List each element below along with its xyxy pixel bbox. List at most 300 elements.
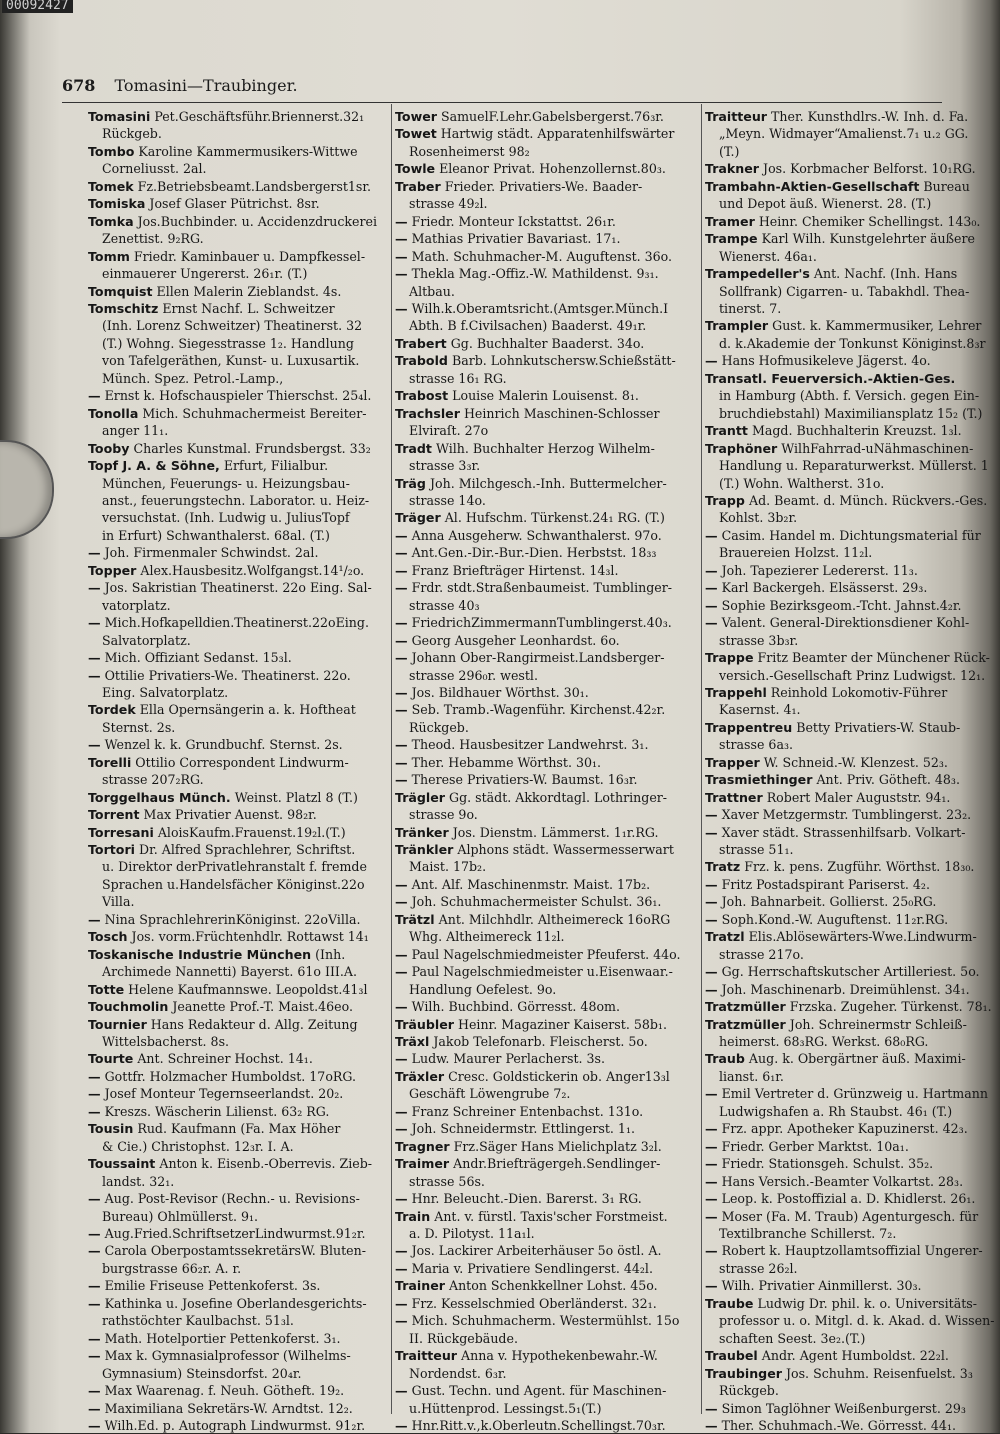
entry-text: Math. Schuhmacher-M. Auguftenst. 36o. <box>411 248 673 264</box>
entry-text: Gust. k. Kammermusiker, Lehrer <box>772 318 982 334</box>
entry-text: Ant. Priv. Götheft. 48₃. <box>816 772 960 788</box>
directory-entry <box>705 562 993 579</box>
directory-entry <box>705 632 993 649</box>
entry-name: Traubinger <box>705 1365 782 1381</box>
directory-entry <box>705 911 993 928</box>
directory-entry <box>88 509 388 526</box>
entry-text: strasse 51₁. <box>719 842 794 858</box>
entry-name: — <box>88 1103 101 1119</box>
entry-name: — <box>395 1383 408 1399</box>
entry-text: Ther. Hebamme Wörthst. 30₁. <box>411 754 602 770</box>
directory-entry <box>88 440 388 457</box>
directory-entry <box>705 946 993 963</box>
entry-text: Wenzel k. k. Grundbuchf. Sternst. 2s. <box>104 737 343 753</box>
entry-text: Ottilio Correspondent Lindwurm- <box>135 754 349 770</box>
entry-text: strasse 6a₃. <box>719 737 794 753</box>
directory-entry <box>705 492 993 509</box>
entry-text: Salvatorplatz. <box>102 632 191 648</box>
entry-name: — <box>395 964 408 980</box>
entry-name: — <box>395 754 408 770</box>
entry-text: Kathinka u. Josefine Oberlandesgerichts- <box>104 1295 367 1311</box>
directory-entry <box>705 387 993 404</box>
entry-name: Tomm <box>88 248 130 264</box>
directory-entry <box>705 544 993 561</box>
entry-text: Dr. Alfred Sprachlehrer, Schriftst. <box>139 842 356 858</box>
directory-entry <box>705 928 993 945</box>
entry-text: Ottilie Privatiers-We. Theatinerst. 22o. <box>104 667 351 683</box>
directory-entry <box>88 387 388 404</box>
entry-text: strasse 9o. <box>409 807 478 823</box>
directory-entry <box>395 1085 700 1102</box>
directory-entry <box>88 300 388 317</box>
entry-text: Ant.Gen.-Dir.-Bur.-Dien. Herbstst. 18₃₃ <box>411 545 657 561</box>
directory-entry <box>705 579 993 596</box>
directory-entry <box>705 1120 993 1137</box>
directory-entry <box>705 684 993 701</box>
entry-name: Traitteur <box>395 1348 457 1364</box>
directory-entry <box>395 858 700 875</box>
directory-entry <box>705 1068 993 1085</box>
entry-name: Tomasini <box>88 109 151 124</box>
entry-text: Jos. vorm.Früchtenhdlr. Rottawst 14₁ <box>131 929 369 945</box>
directory-entry <box>88 841 388 858</box>
directory-entry <box>395 1417 700 1434</box>
entry-name: — <box>88 650 101 666</box>
entry-name: Traubel <box>705 1348 758 1364</box>
directory-entry <box>395 1242 700 1259</box>
entry-name: — <box>705 597 718 613</box>
directory-entry <box>88 195 388 212</box>
directory-entry <box>88 963 388 980</box>
column-divider <box>701 104 702 1414</box>
entry-name: — <box>395 213 408 229</box>
entry-name: Trabert <box>395 335 447 351</box>
directory-entry <box>88 125 388 142</box>
directory-entry <box>705 824 993 841</box>
entry-text: Josef Glaser Pütrichst. 8sr. <box>149 196 320 212</box>
entry-name: Tragner <box>395 1138 450 1154</box>
entry-name: Trantt <box>705 423 748 439</box>
directory-entry <box>88 1260 388 1277</box>
entry-text: strasse 217o. <box>719 946 804 962</box>
entry-text: Soph.Kond.-W. Auguftenst. 11₂r.RG. <box>721 911 949 927</box>
directory-entry <box>395 1103 700 1120</box>
entry-text: Jos.Buchbinder. u. Accidenzdruckerei <box>137 213 378 229</box>
entry-text: Joh. Maschinenarb. Dreimühlenst. 34₁. <box>721 981 970 997</box>
entry-name: — <box>395 772 408 788</box>
directory-entry <box>705 335 993 352</box>
entry-text: Alphons städt. Wassermesserwart <box>457 842 674 858</box>
directory-entry <box>395 981 700 998</box>
entry-text: Anna Ausgeherw. Schwanthalerst. 97o. <box>411 527 662 543</box>
entry-text: Whg. Altheimereck 11₂l. <box>409 929 565 945</box>
entry-text: Mathias Privatier Bavariast. 17₁. <box>411 231 621 247</box>
directory-entry <box>395 213 700 230</box>
entry-text: Eleanor Privat. Hohenzollernst.80₃. <box>439 161 666 177</box>
directory-entry <box>705 1242 993 1259</box>
directory-entry <box>395 195 700 212</box>
entry-text: Xaver städt. Strassenhilfsarb. Volkart- <box>721 824 966 840</box>
entry-text: Sollfrank) Cigarren- u. Tabakhdl. Thea- <box>719 283 970 299</box>
entry-text: Erfurt, Filialbur. <box>223 458 329 474</box>
entry-text: Cresc. Goldstickerin ob. Anger13₃l <box>448 1068 670 1084</box>
entry-text: Maria v. Privatiere Sendlingerst. 44₂l. <box>411 1260 653 1276</box>
entry-text: Frz. Kesselschmied Oberländerst. 32₁. <box>411 1295 657 1311</box>
directory-entry <box>88 1242 388 1259</box>
entry-text: Wienerst. 46a₁. <box>719 248 817 264</box>
entry-name: Tomek <box>88 178 134 194</box>
entry-text: Frz. k. pens. Zugführ. Wörthst. 18₃₀. <box>744 859 975 875</box>
entry-name: — <box>705 1400 718 1416</box>
directory-entry <box>88 1033 388 1050</box>
directory-entry <box>705 509 993 526</box>
entry-name: Torresani <box>88 824 154 840</box>
entry-text: burgstrasse 66₂r. A. r. <box>102 1260 242 1276</box>
directory-entry <box>395 335 700 352</box>
scan-id-label: 00092427 <box>2 0 73 13</box>
entry-name: Trätzl <box>395 911 435 927</box>
directory-entry <box>88 1050 388 1067</box>
entry-name: — <box>705 1417 718 1433</box>
entry-name: Tratzmüller <box>705 999 786 1015</box>
directory-entry <box>395 719 700 736</box>
entry-text: Jos. Dienstm. Lämmerst. 1₁r.RG. <box>452 824 659 840</box>
entry-text: Wittelsbacherst. 8s. <box>102 1034 230 1050</box>
entry-name: — <box>395 1051 408 1067</box>
entry-name: — <box>705 1191 718 1207</box>
directory-entry <box>705 1260 993 1277</box>
entry-text: strasse 16₁ RG. <box>409 370 507 386</box>
entry-name: Tränkler <box>395 842 454 858</box>
entry-text: Karl Backergeh. Elsässerst. 29₃. <box>721 580 928 596</box>
entry-text: Kreszs. Wäscherin Lilienst. 63₂ RG. <box>104 1103 330 1119</box>
entry-text: Simon Taglöhner Weißenburgerst. 29₃ <box>721 1400 966 1416</box>
entry-name: Traphöner <box>705 440 778 456</box>
directory-entry <box>705 841 993 858</box>
entry-name: Trambahn-Aktien-Gesellschaft <box>705 178 920 194</box>
directory-entry <box>395 492 700 509</box>
entry-name: — <box>88 388 101 404</box>
entry-text: Aug. Post-Revisor (Rechn.- u. Revisions- <box>104 1191 360 1207</box>
directory-entry <box>395 160 700 177</box>
entry-name: — <box>705 807 718 823</box>
directory-entry <box>395 422 700 439</box>
directory-entry <box>88 1382 388 1399</box>
entry-name: Tränker <box>395 824 449 840</box>
entry-text: Münch. Spez. Petrol.-Lamp., <box>102 370 284 386</box>
entry-text: Maist. 17b₂. <box>409 859 487 875</box>
entry-text: und Depot äuß. Wienerst. 28. (T.) <box>719 196 932 212</box>
directory-entry <box>88 370 388 387</box>
directory-entry <box>395 1365 700 1382</box>
entry-text: lianst. 6₁r. <box>719 1068 784 1084</box>
entry-text: Wilh. Buchbind. Görresst. 48om. <box>411 999 620 1015</box>
entry-name: — <box>395 562 408 578</box>
entry-name: — <box>88 1348 101 1364</box>
directory-entry <box>88 1068 388 1085</box>
entry-text: Sophie Bezirksgeom.-Tcht. Jahnst.4₂r. <box>721 597 962 613</box>
directory-entry <box>705 1382 993 1399</box>
entry-name: — <box>705 1138 718 1154</box>
directory-entry <box>705 265 993 282</box>
entry-text: FriedrichZimmermannTumblingerst.40₃. <box>411 615 672 631</box>
entry-text: u.Hüttenprod. Lessingst.5₁(T.) <box>409 1400 602 1416</box>
entry-text: Frz.Säger Hans Mielichplatz 3₂l. <box>453 1138 662 1154</box>
entry-text: Altbau. <box>409 283 455 299</box>
directory-entry <box>705 1417 993 1434</box>
entry-text: Therese Privatiers-W. Baumst. 16₃r. <box>411 772 638 788</box>
directory-entry <box>395 457 700 474</box>
entry-text: Franz Schreiner Entenbachst. 131o. <box>411 1103 644 1119</box>
entry-text: Gymnasium) Steinsdorfst. 20₄r. <box>102 1365 302 1381</box>
page-title: Tomasini—Traubinger. <box>114 76 298 95</box>
directory-entry <box>395 893 700 910</box>
entry-name: Trappe <box>705 650 754 666</box>
directory-entry <box>395 1312 700 1329</box>
entry-name: — <box>88 667 101 683</box>
entry-name: — <box>705 964 718 980</box>
entry-text: Sprachen u.Handelsfächer Königinst.22o <box>102 876 365 892</box>
directory-entry <box>88 946 388 963</box>
entry-text: tinerst. 7. <box>719 300 782 316</box>
entry-text: in Erfurt) Schwanthalerst. 68al. (T.) <box>102 527 330 543</box>
entry-text: Emil Vertreter d. Grünzweig u. Hartmann <box>721 1086 988 1102</box>
entry-text: Jos. Schuhm. Reisenfuelst. 3₃ <box>785 1365 973 1381</box>
directory-entry <box>705 1208 993 1225</box>
directory-entry <box>395 649 700 666</box>
entry-text: Thekla Mag.-Offiz.-W. Mathildenst. 9₃₁. <box>411 266 659 282</box>
entry-name: — <box>395 1313 408 1329</box>
entry-text: Hartwig städt. Apparatenhilfswärter <box>440 126 675 142</box>
entry-text: Ella Opernsängerin a. k. Hoftheat <box>139 702 356 718</box>
entry-text: Brauereien Holzst. 11₂l. <box>719 545 873 561</box>
entry-name: — <box>705 1173 718 1189</box>
entry-name: Transatl. Feuerversich.-Aktien-Ges. <box>705 370 956 386</box>
entry-text: II. Rückgebäude. <box>409 1330 518 1346</box>
directory-entry <box>705 614 993 631</box>
entry-name: Tramer <box>705 213 755 229</box>
directory-entry <box>705 457 993 474</box>
entry-text: Ther. Schuhmach.-We. Görresst. 44₁. <box>721 1417 956 1433</box>
directory-entry <box>395 1033 700 1050</box>
directory-entry <box>705 125 993 142</box>
entry-text: Hnr.Ritt.v.,k.Oberleutn.Schellingst.70₃r. <box>411 1417 666 1433</box>
entry-name: Tournier <box>88 1016 147 1032</box>
entry-text: Joh. Firmenmaler Schwindst. 2al. <box>104 545 319 561</box>
entry-name: Trapp <box>705 492 745 508</box>
entry-name: — <box>395 632 408 648</box>
directory-entry <box>395 352 700 369</box>
entry-text: Pet.Geschäftsführ.Briennerst.32₁ <box>154 109 365 124</box>
entry-name: — <box>395 650 408 666</box>
page-number: 678 <box>62 76 96 95</box>
directory-entry <box>705 1033 993 1050</box>
entry-name: Trapper <box>705 754 760 770</box>
entry-text: strasse 207₂RG. <box>102 772 204 788</box>
directory-entry <box>88 1155 388 1172</box>
entry-text: Friedr. Stationsgeh. Schulst. 35₂. <box>721 1156 934 1172</box>
entry-text: Textilbranche Schillerst. 7₂. <box>719 1226 897 1241</box>
entry-name: Tooby <box>88 440 130 456</box>
entry-name: — <box>395 615 408 631</box>
entry-text: Nina SprachlehrerinKöniginst. 22oVilla. <box>104 911 361 927</box>
directory-entry <box>395 1050 700 1067</box>
entry-text: Fz.Betriebsbeamt.Landsbergerst1sr. <box>137 178 372 194</box>
entry-text: u. Direktor derPrivatlehranstalt f. fremde <box>102 859 367 875</box>
entry-name: — <box>705 1278 718 1294</box>
entry-text: Ludwig Dr. phil. k. o. Universitäts- <box>757 1295 978 1311</box>
entry-text: (Inh. Lorenz Schweitzer) Theatinerst. 32 <box>102 318 363 334</box>
entry-name: — <box>88 1278 101 1294</box>
directory-entry <box>395 824 700 841</box>
column-1 <box>88 108 388 1433</box>
directory-entry <box>705 352 993 369</box>
column-3 <box>705 108 995 1433</box>
directory-entry <box>705 1312 993 1329</box>
entry-name: — <box>395 1103 408 1119</box>
entry-text: strasse 26₂l. <box>719 1260 798 1276</box>
entry-name: Trägler <box>395 789 445 805</box>
directory-entry <box>88 1016 388 1033</box>
entry-text: Jeanette Prof.-T. Maist.46eo. <box>172 999 353 1015</box>
directory-entry <box>705 876 993 893</box>
directory-entry <box>395 527 700 544</box>
directory-entry <box>705 1190 993 1207</box>
column-2 <box>395 108 700 1433</box>
directory-entry <box>395 1330 700 1347</box>
directory-entry <box>88 911 388 928</box>
entry-name: — <box>705 1208 718 1224</box>
entry-name: Träxl <box>395 1034 430 1050</box>
directory-entry <box>88 562 388 579</box>
entry-text: Elviraſt. 27o <box>409 423 489 439</box>
entry-name: Tradt <box>395 440 432 456</box>
entry-name: Tonolla <box>88 405 139 421</box>
directory-entry <box>705 178 993 195</box>
directory-entry <box>395 300 700 317</box>
entry-name: — <box>88 1226 101 1241</box>
entry-text: Fritz Beamter der Münchener Rück- <box>757 650 990 666</box>
entry-text: Robert Maler Auguststr. 94₁. <box>766 789 951 805</box>
entry-name: Trakner <box>705 161 760 177</box>
entry-text: strasse 14o. <box>409 492 486 508</box>
entry-name: — <box>88 911 101 927</box>
entry-text: & Cie.) Christophst. 12₃r. I. A. <box>102 1138 294 1154</box>
directory-entry <box>88 1295 388 1312</box>
entry-name: — <box>705 615 718 631</box>
directory-entry <box>395 928 700 945</box>
directory-entry <box>88 283 388 300</box>
entry-name: Träg <box>395 475 426 491</box>
directory-entry <box>395 1173 700 1190</box>
entry-text: Johann Ober-Rangirmeist.Landsberger- <box>411 650 665 666</box>
header-rule <box>62 102 942 103</box>
directory-entry <box>395 1382 700 1399</box>
directory-entry <box>88 178 388 195</box>
directory-entry <box>395 806 700 823</box>
entry-text: strasse 3b₃r. <box>719 632 799 648</box>
directory-entry <box>88 492 388 509</box>
entry-name: Träxler <box>395 1068 445 1084</box>
entry-text: Abth. B f.Civilsachen) Baaderst. 49₁r. <box>409 318 647 334</box>
entry-text: Franz Briefträger Hirtenst. 14₃l. <box>411 562 619 578</box>
directory-entry <box>395 1190 700 1207</box>
directory-entry <box>705 195 993 212</box>
directory-entry <box>395 754 700 771</box>
entry-name: Trampe <box>705 231 758 247</box>
directory-entry <box>395 178 700 195</box>
directory-entry <box>705 1085 993 1102</box>
entry-text: Ant. Schreiner Hochst. 14₁. <box>137 1051 313 1067</box>
entry-text: Ant. Nachf. (Inh. Hans <box>813 266 958 282</box>
entry-text: Ther. Kunsthdlrs.-W. Inh. d. Fa. <box>771 109 969 124</box>
directory-entry <box>88 405 388 422</box>
directory-entry <box>395 387 700 404</box>
entry-text: strasse 49₂l. <box>409 196 488 212</box>
entry-text: Jos. Sakristian Theatinerst. 22o Eing. Sal- <box>104 580 372 596</box>
entry-text: Aug.Fried.SchriftsetzerLindwurmst.91₂r. <box>104 1226 366 1241</box>
entry-text: Karl Wilh. Kunstgelehrter äußere <box>761 231 975 247</box>
entry-text: rathstöchter Kaulbachst. 51₃l. <box>102 1313 294 1329</box>
directory-entry <box>705 527 993 544</box>
entry-text: Heinrich Maschinen-Schlosser <box>463 405 660 421</box>
directory-entry <box>395 667 700 684</box>
entry-text: Leop. k. Postoffizial a. D. Khidlerst. 26₁. <box>721 1191 976 1207</box>
entry-name: — <box>705 1086 718 1102</box>
entry-name: — <box>705 353 718 369</box>
entry-text: Ludw. Maurer Perlacherst. 3s. <box>411 1051 606 1067</box>
directory-entry <box>395 1138 700 1155</box>
directory-entry <box>705 1155 993 1172</box>
entry-name: Tomka <box>88 213 134 229</box>
entry-name: Towet <box>395 126 437 142</box>
directory-entry <box>705 1016 993 1033</box>
directory-entry <box>705 789 993 806</box>
entry-text: Xaver Metzgermstr. Tumblingerst. 23₂. <box>721 807 972 823</box>
directory-entry <box>705 283 993 300</box>
entry-name: Train <box>395 1208 431 1224</box>
directory-entry <box>395 440 700 457</box>
entry-name: Tourte <box>88 1051 134 1067</box>
entry-text: Jos. Korbmacher Belforst. 10₁RG. <box>763 161 976 177</box>
entry-name: — <box>88 1068 101 1084</box>
entry-name: Traitteur <box>705 109 767 124</box>
directory-entry <box>395 562 700 579</box>
directory-entry <box>88 649 388 666</box>
directory-entry <box>705 806 993 823</box>
directory-entry <box>705 475 993 492</box>
directory-entry <box>88 1365 388 1382</box>
directory-entry <box>395 614 700 631</box>
entry-text: Max Privatier Auenst. 98₂r. <box>143 807 317 823</box>
entry-text: Max k. Gymnasialprofessor (Wilhelms- <box>104 1348 351 1364</box>
directory-entry <box>88 1085 388 1102</box>
entry-name: Touchmolin <box>88 999 169 1015</box>
entry-text: Frzska. Zugeher. Türkenst. 78₁. <box>789 999 992 1015</box>
entry-text: Mich. Offiziant Sedanst. 15₃l. <box>104 650 292 666</box>
directory-entry <box>88 143 388 160</box>
directory-entry <box>88 1138 388 1155</box>
directory-entry <box>395 248 700 265</box>
directory-entry <box>705 248 993 265</box>
entry-name: Tombo <box>88 143 135 159</box>
entry-name: Träger <box>395 510 441 526</box>
entry-name: Trachsler <box>395 405 460 421</box>
entry-text: Anton Schenkkellner Lohst. 45o. <box>448 1278 658 1294</box>
entry-name: — <box>395 1121 408 1137</box>
directory-entry <box>395 1068 700 1085</box>
directory-entry <box>88 230 388 247</box>
